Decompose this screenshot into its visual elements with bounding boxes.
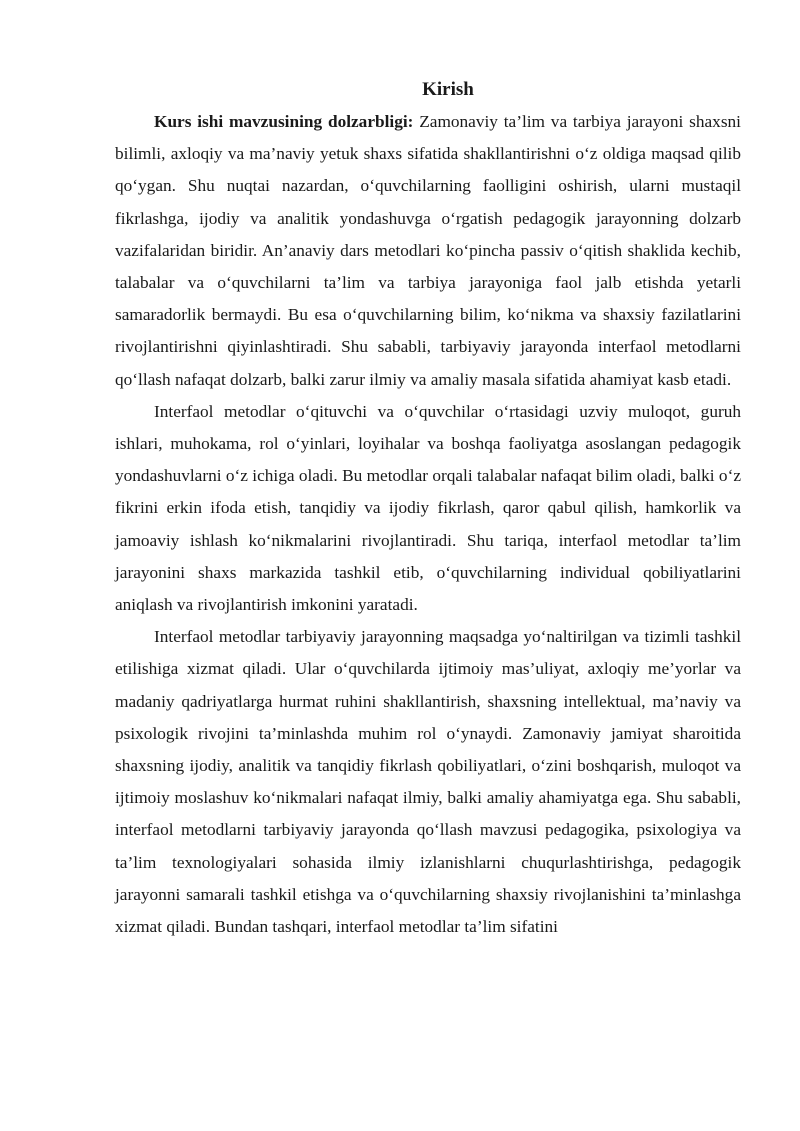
paragraph-text: Interfaol metodlar o‘qituvchi va o‘quvchilar o‘rtasidagi uzviy muloqot, guruh ishlari, muhokama, rol o‘yinlari, loyihalar va boshqa faoliyatga asoslangan pedagogik yondashuvlarni o‘z ichiga oladi. Bu metodlar orqali talabalar nafaqat bilim oladi, balki o‘z fikrini erkin ifoda etish, tanqidiy va ijodiy fikrlash, qaror qabul qilish, hamkorlik va jamoaviy ishlash ko‘nikmalarini rivojlantiradi. Shu tariqa, interfaol metodlar ta’lim jarayonini shaxs markazida tashkil etib, o‘quvchilarning individual qobiliyatlarini aniqlash va rivojlantirish imkonini yaratadi. <box>115 401 741 615</box>
paragraph-relevance <box>115 106 741 396</box>
paragraph-lead-heading: Kurs ishi mavzusining dolzarbligi: <box>154 112 414 131</box>
paragraph-educational-process <box>115 621 741 943</box>
paragraph-text: Zamonaviy ta’lim va tarbiya jarayoni shaxsni bilimli, axloqiy va ma’naviy yetuk shaxs sifatida shakllantirishni o‘z oldiga maqsad qilib qo‘ygan. Shu nuqtai nazardan, o‘quvchilarning faolligini oshirish, ularni mustaqil fikrlashga, ijodiy va analitik yondashuvga o‘rgatish pedagogik jarayonning dolzarb vazifalaridan biridir. An’anaviy dars metodlari ko‘pincha passiv o‘qitish shaklida kechib, talabalar va o‘quvchilarni ta’lim va tarbiya jarayoniga faol jalb etishda yetarli samaradorlik bermaydi. Bu esa o‘quvchilarning bilim, ko‘nikma va shaxsiy fazilatlarini rivojlantirishni qiyinlashtiradi. Shu sababli, tarbiyaviy jarayonda interfaol metodlarni qo‘llash nafaqat dolzarb, balki zarur ilmiy va amaliy masala sifatida ahamiyat kasb etadi. <box>115 112 741 389</box>
paragraph-text: Interfaol metodlar tarbiyaviy jarayonning maqsadga yo‘naltirilgan va tizimli tashkil etilishiga xizmat qiladi. Ular o‘quvchilarda ijtimoiy mas’uliyat, axloqiy me’yorlar va madaniy qadriyatlarga hurmat ruhini shakllantirish, shaxsning intellektual, ma’naviy va psixologik rivojini ta’minlashda muhim rol o‘ynaydi. Zamonaviy jamiyat sharoitida shaxsning ijodiy, analitik va tanqidiy fikrlash qobiliyatlari, o‘zini boshqarish, muloqot va ijtimoiy moslashuv ko‘nikmalari nafaqat ilmiy, balki amaliy ahamiyatga ega. Shu sababli, interfaol metodlarni tarbiyaviy jarayonda qo‘llash mavzusi pedagogika, psixologiya va ta’lim texnologiyalari sohasida ilmiy izlanishlarni chuqurlashtirishga, pedagogik jarayonni samarali tashkil etishga va o‘quvchilarning shaxsiy rivojlanishini ta’minlashga xizmat qiladi. Bundan tashqari, interfaol metodlar ta’lim sifatini <box>115 627 741 937</box>
document-page <box>115 74 741 943</box>
page-title: Kirish <box>422 79 474 100</box>
paragraph-interactive-methods <box>115 396 741 621</box>
